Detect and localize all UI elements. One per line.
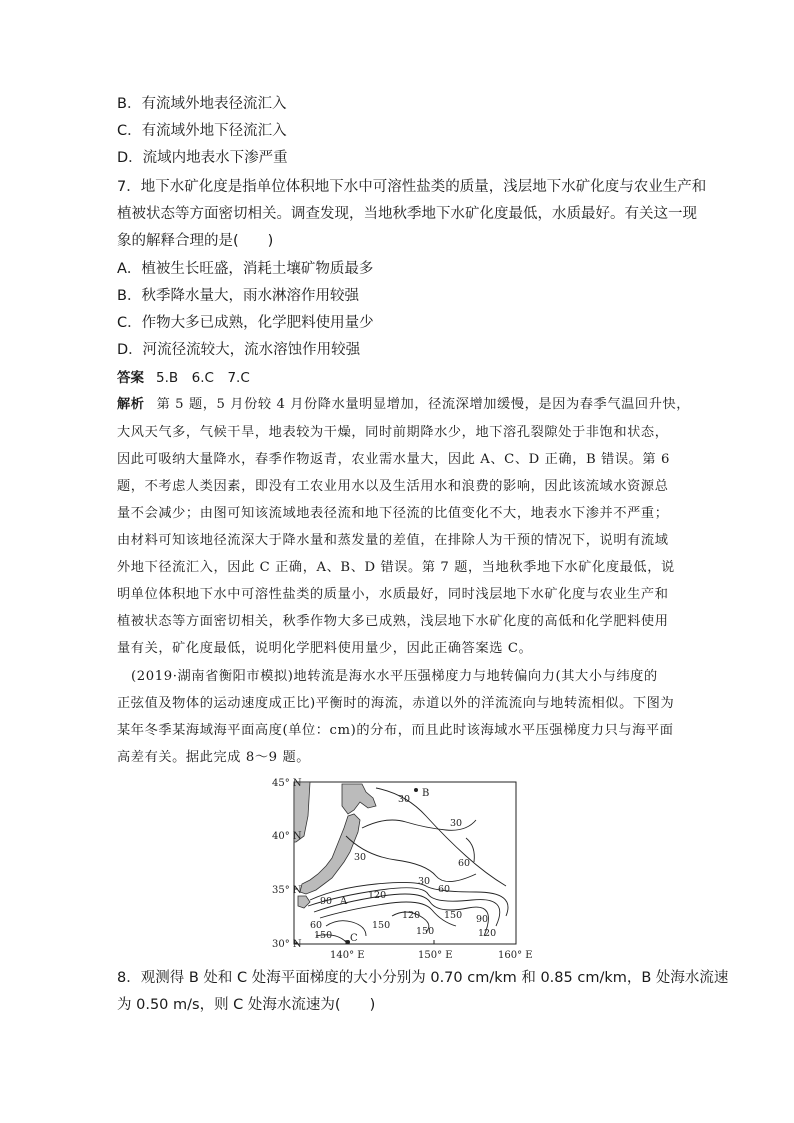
answer-text: 5.B 6.C 7.C xyxy=(156,370,250,386)
explanation-line-9: 植被状态等方面密切相关，秋季作物大多已成熟，浅层地下水矿化度的高低和化学肥料使用 xyxy=(117,614,669,629)
explanation-line-3: 因此可吸纳大量降水，春季作物返青，农业需水量大，因此 A、C、D 正确，B 错误。第 6 xyxy=(117,452,670,467)
point-label-b: B xyxy=(422,788,430,799)
contour-label: 30 xyxy=(450,818,463,829)
contour-label: 60 xyxy=(438,884,451,895)
explanation-label: 解析 xyxy=(117,397,145,412)
explanation-line-7: 外地下径流汇入，因此 C 正确，A、B、D 错误。第 7 题，当地秋季地下水矿化度最低，说 xyxy=(117,560,675,575)
lat-label-45n: 45° N xyxy=(272,778,302,789)
q7-option-d: D．河流径流较大，流水溶蚀作用较强 xyxy=(117,342,361,358)
q6-option-d: D．流域内地表水下渗严重 xyxy=(117,150,288,166)
contour-label: 60 xyxy=(310,920,323,931)
q8-stem-line-1: 8．观测得 B 处和 C 处海平面梯度的大小分别为 0.70 cm/km 和 0.85 cm/km，B 处海水流速 xyxy=(117,970,729,986)
q6-option-c: C．有流域外地下径流汇入 xyxy=(117,123,287,139)
answer-line xyxy=(117,368,250,388)
contour-label: 120 xyxy=(368,890,387,901)
q7-stem-line-1: 7．地下水矿化度是指单位体积地下水中可溶性盐类的质量，浅层地下水矿化度与农业生产和 xyxy=(117,179,707,195)
point-label-a: A xyxy=(340,896,348,907)
explanation-line-5: 量不会减少；由图可知该流域地表径流和地下径流的比值变化不大，地表水下渗并不严重； xyxy=(117,506,669,521)
lat-label-35n: 35° N xyxy=(272,885,302,896)
lon-label-140e: 140° E xyxy=(330,950,365,961)
explanation-line-1 xyxy=(117,395,691,415)
contour-label: 30 xyxy=(398,794,411,805)
q7-option-a: A．植被生长旺盛，消耗土壤矿物质最多 xyxy=(117,261,374,277)
lat-label-40n: 40° N xyxy=(272,831,302,842)
contour-label: 90 xyxy=(476,914,489,925)
answer-label: 答案 xyxy=(117,370,144,386)
explanation-line-4: 题，不考虑人类因素，即没有工农业用水以及生活用水和浪费的影响，因此该流域水资源总 xyxy=(117,479,669,494)
material-line-3: 某年冬季某海域海平面高度(单位：cm)的分布，而且此时该海域水平压强梯度力只与海平面 xyxy=(117,723,674,738)
sea-level-height-map xyxy=(272,776,536,962)
material-line-1: (2019·湖南省衡阳市模拟)地转流是海水水平压强梯度力与地转偏向力(其大小与纬度的 xyxy=(131,669,658,684)
contour-label: 150 xyxy=(372,920,391,931)
point-b-marker xyxy=(414,788,418,792)
explanation-line-2: 大风天气多，气候干旱，地表较为干燥，同时前期降水少，地下溶孔裂隙处于非饱和状态， xyxy=(117,425,669,440)
contour-label: 150 xyxy=(444,910,463,921)
lon-label-150e: 150° E xyxy=(418,950,453,961)
contour-label: 30 xyxy=(418,876,431,887)
q7-option-b: B．秋季降水量大，雨水淋溶作用较强 xyxy=(117,288,359,304)
q8-stem-line-2: 为 0.50 m/s，则 C 处海水流速为( ) xyxy=(117,997,376,1013)
q7-stem-line-3: 象的解释合理的是( ) xyxy=(117,233,274,249)
contour-label: 150 xyxy=(416,926,435,937)
q6-option-b: B．有流域外地表径流汇入 xyxy=(117,96,287,112)
q7-stem-line-2: 植被状态等方面密切相关。调查发现，当地秋季地下水矿化度最低，水质最好。有关这一现 xyxy=(117,206,697,222)
explanation-line-6: 由材料可知该地径流深大于降水量和蒸发量的差值，在排除人为干预的情况下，说明有流域 xyxy=(117,533,669,548)
contour-label: 120 xyxy=(478,928,497,939)
material-line-4: 高差有关。据此完成 8～9 题。 xyxy=(117,750,311,765)
material-line-2: 正弦值及物体的运动速度成正比)平衡时的海流，赤道以外的洋流流向与地转流相似。下图为 xyxy=(117,696,675,711)
contour-label: 120 xyxy=(402,910,421,921)
lon-label-160e: 160° E xyxy=(498,950,533,961)
explanation-line-8: 明单位体积地下水中可溶性盐类的质量小，水质最好，同时浅层地下水矿化度与农业生产和 xyxy=(117,587,669,602)
contour-label: 150 xyxy=(314,930,333,941)
point-label-c: C xyxy=(350,933,358,944)
contour-label: 90 xyxy=(320,896,333,907)
lat-label-30n: 30° N xyxy=(272,939,302,950)
contour-label: 30 xyxy=(354,852,367,863)
contour-label: 60 xyxy=(458,858,471,869)
explanation-text-1: 第 5 题，5 月份较 4 月份降水量明显增加，径流深增加缓慢，是因为春季气温回升快， xyxy=(156,397,691,412)
q7-option-c: C．作物大多已成熟，化学肥料使用量少 xyxy=(117,315,374,331)
explanation-line-10: 量有关，矿化度最低，说明化学肥料使用量少，因此正确答案选 C。 xyxy=(117,641,533,656)
